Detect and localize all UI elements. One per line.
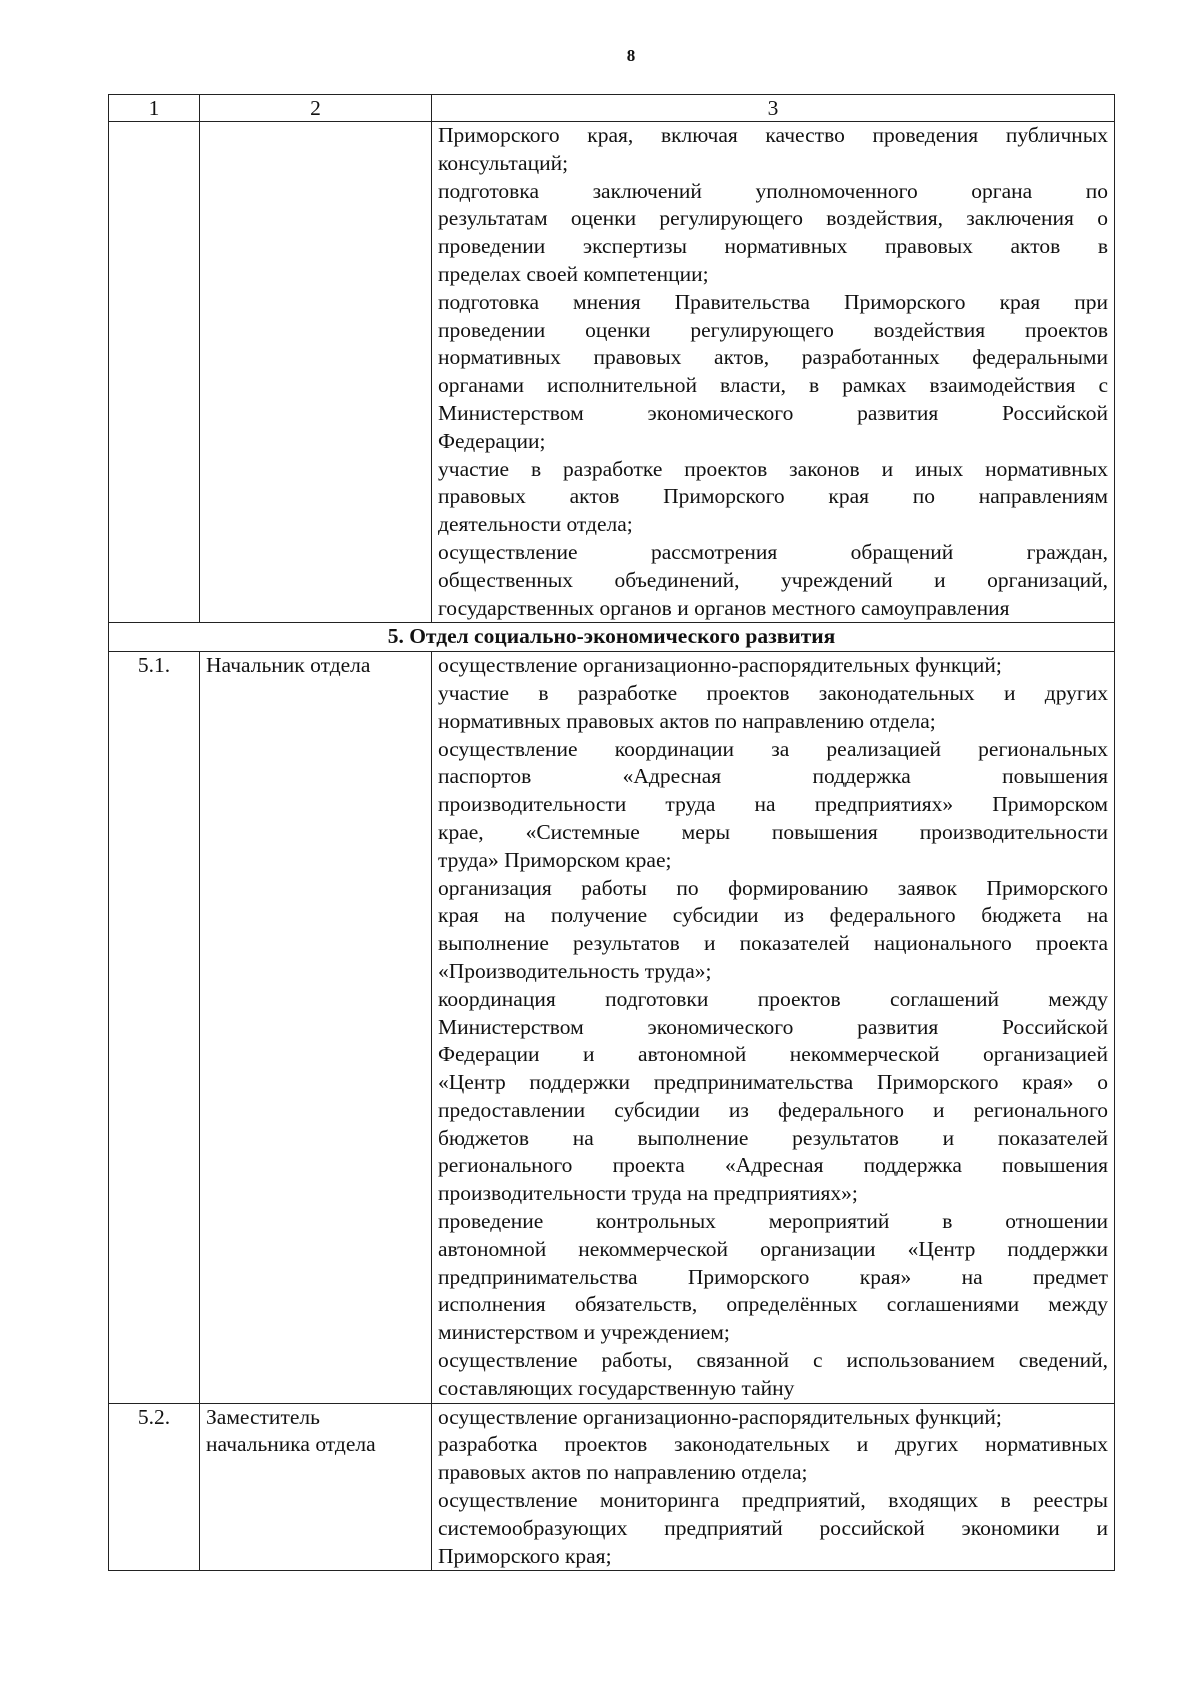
text-line: составляющих государственную тайну — [438, 1375, 795, 1400]
text-line: осуществление работы, связанной с использованием сведений, — [438, 1348, 1108, 1373]
text-line: результатам оценки регулирующего воздействия, заключения о — [438, 206, 1108, 231]
row-number: 5.2. — [109, 1403, 200, 1571]
text-line: общественных объединений, учреждений и организаций, — [438, 567, 1108, 592]
number-cell — [109, 122, 200, 623]
position-cell — [200, 122, 432, 623]
text-line: органами исполнительной власти, в рамках взаимодействия с — [438, 373, 1108, 398]
text-line: Приморского края; — [438, 1543, 612, 1568]
text-line: регионального проекта «Адресная поддержка повышения — [438, 1153, 1108, 1178]
text-line: осуществление организационно-распорядительных функций; — [438, 1404, 1002, 1429]
text-line: правовых актов по направлению отдела; — [438, 1460, 808, 1485]
text-line: труда» Приморском крае; — [438, 847, 672, 872]
text-line: проведении экспертизы нормативных правовых актов в — [438, 234, 1108, 259]
position-title — [200, 652, 432, 1404]
position-title — [200, 1403, 432, 1571]
text-line: консультаций; — [438, 150, 569, 175]
text-line: участие в разработке проектов законодательных и других — [438, 680, 1108, 705]
text-line: нормативных правовых актов, разработанных федеральными — [438, 345, 1108, 370]
text-line: координация подготовки проектов соглашений между — [438, 986, 1108, 1011]
text-line: правовых актов Приморского края по направлениям — [438, 484, 1108, 509]
text-line: организация работы по формированию заявок Приморского — [438, 875, 1108, 900]
functions-cell — [432, 122, 1115, 623]
text-line: деятельности отдела; — [438, 512, 633, 537]
text-line: нормативных правовых актов по направлению отдела; — [438, 708, 936, 733]
text-line: участие в разработке проектов законов и иных нормативных — [438, 456, 1108, 481]
text-line: Приморского края, включая качество проведения публичных — [438, 123, 1108, 147]
text-line: осуществление мониторинга предприятий, входящих в реестры — [438, 1488, 1108, 1513]
functions-cell — [432, 652, 1115, 1404]
header-col-3: 3 — [432, 95, 1115, 122]
text-line: подготовка заключений уполномоченного органа по — [438, 178, 1108, 203]
text-line: разработка проектов законодательных и других нормативных — [438, 1432, 1108, 1457]
row-number: 5.1. — [109, 652, 200, 1404]
header-col-2: 2 — [200, 95, 432, 122]
text-line: края на получение субсидии из федерального бюджета на — [438, 903, 1108, 928]
text-line: автономной некоммерческой организации «Центр поддержки — [438, 1236, 1108, 1261]
text-line: пределах своей компетенции; — [438, 261, 709, 286]
text-line: Федерации; — [438, 428, 546, 453]
position-line: Начальник отдела — [206, 653, 371, 678]
table-row-5-2 — [109, 1403, 1115, 1571]
header-col-1: 1 — [109, 95, 200, 122]
text-line: подготовка мнения Правительства Приморского края при — [438, 289, 1108, 314]
table-row-continuation — [109, 122, 1115, 623]
text-line: Министерством экономического развития Российской — [438, 400, 1108, 425]
page-number: 8 — [626, 46, 636, 65]
text-line: министерством и учреждением; — [438, 1320, 730, 1345]
table-header-row — [109, 95, 1115, 122]
position-line: начальника отдела — [206, 1432, 376, 1457]
text-line: Федерации и автономной некоммерческой организацией — [438, 1042, 1108, 1067]
text-line: Министерством экономического развития Российской — [438, 1014, 1108, 1039]
text-line: исполнения обязательств, определённых соглашениями между — [438, 1292, 1108, 1317]
text-line: проведение контрольных мероприятий в отношении — [438, 1209, 1108, 1234]
text-line: осуществление рассмотрения обращений граждан, — [438, 539, 1108, 564]
staff-functions-table — [108, 94, 1115, 1571]
text-line: крае, «Системные меры повышения производительности — [438, 819, 1108, 844]
text-line: предоставлении субсидии из федерального и регионального — [438, 1097, 1108, 1122]
text-line: «Производительность труда»; — [438, 958, 712, 983]
text-line: выполнение результатов и показателей национального проекта — [438, 931, 1108, 956]
section-title: 5. Отдел социально-экономического развития — [109, 623, 1115, 652]
text-line: государственных органов и органов местного самоуправления — [438, 595, 1010, 620]
text-line: осуществление организационно-распорядительных функций; — [438, 653, 1002, 678]
section-heading-row — [109, 623, 1115, 652]
text-line: производительности труда на предприятиях»; — [438, 1181, 858, 1206]
position-line: Заместитель — [206, 1404, 320, 1429]
text-line: осуществление координации за реализацией региональных — [438, 736, 1108, 761]
text-line: паспортов «Адресная поддержка повышения — [438, 764, 1108, 789]
text-line: предпринимательства Приморского края» на предмет — [438, 1264, 1108, 1289]
functions-cell — [432, 1403, 1115, 1571]
text-line: бюджетов на выполнение результатов и показателей — [438, 1125, 1108, 1150]
text-line: «Центр поддержки предпринимательства Приморского края» о — [438, 1070, 1108, 1095]
table-row-5-1 — [109, 652, 1115, 1404]
text-line: системообразующих предприятий российской экономики и — [438, 1515, 1108, 1540]
text-line: проведении оценки регулирующего воздействия проектов — [438, 317, 1108, 342]
text-line: производительности труда на предприятиях» Приморском — [438, 792, 1108, 817]
